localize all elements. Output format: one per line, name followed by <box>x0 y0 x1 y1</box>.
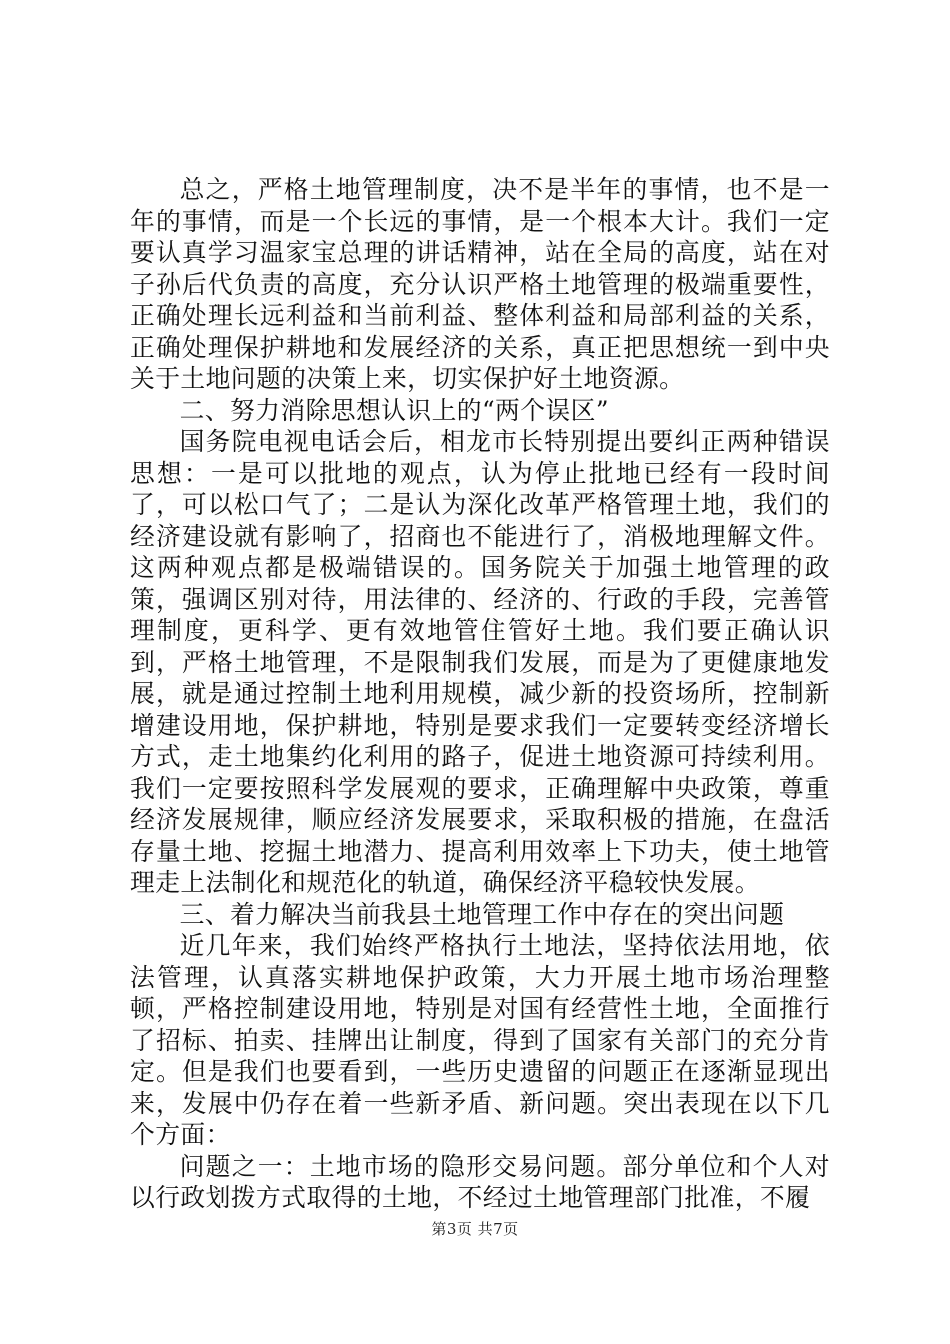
document-body <box>130 174 830 1214</box>
page-footer: 第3页 共7页 <box>431 1220 519 1238</box>
paragraph-problem-one: 问题之一：土地市场的隐形交易问题。部分单位和个人对以行政划拨方式取得的土地，不经过土地管理部门批准，不履 <box>130 1151 830 1212</box>
section-heading-two: 二、努力消除思想认识上的“两个误区” <box>179 395 609 425</box>
section-heading-three: 三、着力解决当前我县土地管理工作中存在的突出问题 <box>179 899 785 929</box>
paragraph-summary: 总之，严格土地管理制度，决不是半年的事情，也不是一年的事情，而是一个长远的事情，是一个根本大计。我们一定要认真学习温家宝总理的讲话精神，站在全局的高度，站在对子孙后代负责的高度，充分认识严格土地管理的极端重要性，正确处理长远利益和当前利益、整体利益和局部利益的关系，正确处理保护耕地和发展经济的关系，真正把思想统一到中央关于土地问题的决策上来，切实保护好土地资源。 <box>130 175 830 393</box>
paragraph-two-misconceptions: 国务院电视电话会后，相龙市长特别提出要纠正两种错误思想：一是可以批地的观点，认为停止批地已经有一段时间了，可以松口气了；二是认为深化改革严格管理土地，我们的经济建设就有影响了，招商也不能进行了，消极地理解文件。这两种观点都是极端错误的。国务院关于加强土地管理的政策，强调区别对待，用法律的、经济的、行政的手段，完善管理制度，更科学、更有效地管住管好土地。我们要正确认识到，严格土地管理，不是限制我们发展，而是为了更健康地发展，就是通过控制土地利用规模，减少新的投资场所，控制新增建设用地，保护耕地，特别是要求我们一定要转变经济增长方式，走土地集约化利用的路子，促进土地资源可持续利用。我们一定要按照科学发展观的要求，正确理解中央政策，尊重经济发展规律，顺应经济发展要求，采取积极的措施，在盘活存量土地、挖掘土地潜力、提高利用效率上下功夫，使土地管理走上法制化和规范化的轨道，确保经济平稳较快发展。 <box>130 427 830 897</box>
paragraph-recent-years: 近几年来，我们始终严格执行土地法，坚持依法用地，依法管理，认真落实耕地保护政策，大力开展土地市场治理整顿，严格控制建设用地，特别是对国有经营性土地，全面推行了招标、拍卖、挂牌出让制度，得到了国家有关部门的充分肯定。但是我们也要看到，一些历史遗留的问题正在逐渐显现出来，发展中仍存在着一些新矛盾、新问题。突出表现在以下几个方面： <box>130 931 830 1149</box>
